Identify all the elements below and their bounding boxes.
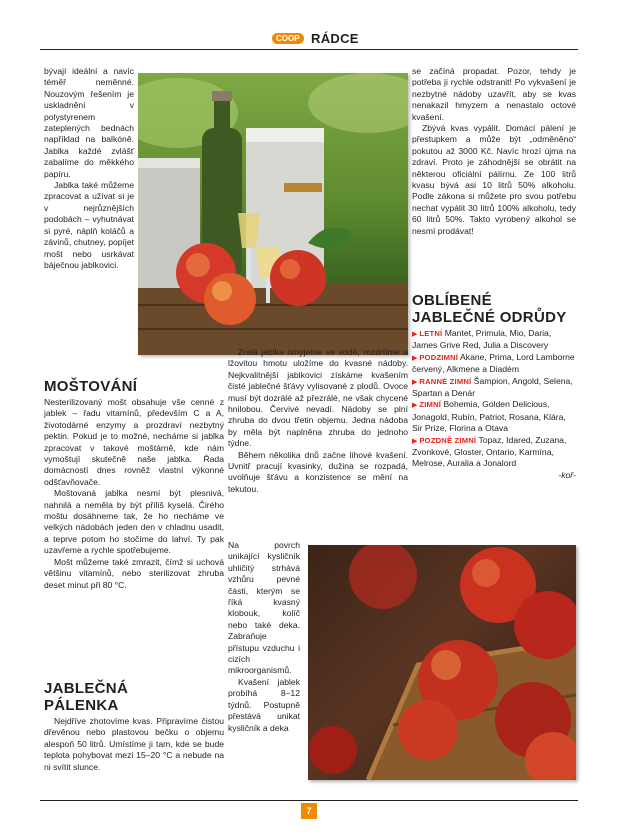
paragraph: Zralá jablka omyjeme ve vodě, rozdrtíme a lžovitou hmotu uložíme do kvasné nádoby. Nejkvalitnější jablkovici získáme kvašením čisté jablečné šťávy vylisované z plodů. Ovoce musí být dozrálé až přezrálé, ne však chycené hnilobou. Červivé nevadí. Nádoby se plní zhruba do dvou třetin objemu. Jedna nádoba by měla být naplněna zhruba do jednoho týdne. xyxy=(228,347,408,449)
paragraph: Jablka také můžeme zpracovat a užívat si je v nejrůznějších podobách – vyhutnávat si pyré, náplň koláčů a závinů, chutney, popíjet mošt nebo usrkávat báječnou jablkovici. xyxy=(44,180,134,270)
page-header xyxy=(272,30,382,48)
varieties-heading-line1: OBLÍBENÉ xyxy=(412,292,492,309)
coop-logo: COOP xyxy=(272,33,304,44)
varieties-section xyxy=(412,292,576,481)
paragraph: Během několika dnů začne lihové kvašení. Uvnitř pracují kvasinky, dužina se rozpadá, uvolňuje šťávu a konzistence se mění na tekutou. xyxy=(228,449,408,494)
paragraph: Na povrch unikající kysličník uhličitý strhává vzhůru pevné části, kterým se říká kvasný klobouk, kolíč nebo také deka. Zabraňuje přístupu vzduchu i cizích mikroorganismů. xyxy=(228,540,300,676)
paragraph: Kvašení jablek probíhá 8–12 týdnů. Postupně přestává unikat kysličník a deka xyxy=(228,676,300,733)
paragraph: bývají ideální a navíc téměř neměnné. Nouzovým řešením je uskladnění v polystyrenem zateplených bednách například na balkóně. Jablka každé zvlášť zabalíme do měkkého papíru. xyxy=(44,66,134,179)
page-number: 7 xyxy=(301,803,317,819)
mostovani-heading: MOŠTOVÁNÍ xyxy=(44,378,138,395)
triangle-bullet-icon: ▶ xyxy=(412,402,418,410)
header-rule xyxy=(40,49,578,50)
palenka-heading-line1: JABLEČNÁ xyxy=(44,680,129,697)
still-life-illustration xyxy=(138,73,408,355)
variety-group-early-winter: ▶ RANNÉ ZIMNÍ Šampion, Angold, Selena, Spartan a Denár xyxy=(412,375,573,399)
palenka-heading-line2: PÁLENKA xyxy=(44,697,119,714)
author-signature: -koř- xyxy=(558,469,576,480)
column-2-narrow-text xyxy=(228,540,300,734)
paragraph: Zbývá kvas vypálit. Domácí pálení je přestupkem a může být „odměněno“ pokutou až 3000 Kč. Navíc hrozí újma na zdraví. Proto je záhodnější se obrátit na některou oficiální pálírnu. Ze 100 litrů kvasu bývá asi 10 litrů 50% alkoholu. Podle zákona si můžete pro svou potřebu nechat vypálit 30 litrů 100% alkoholu, tedy 60 litrů 50%. Takto vyrobený alkohol se nesmí prodávat! xyxy=(412,123,576,236)
variety-group-late-winter: ▶ POZDNĚ ZIMNÍ Topaz, Idared, Zuzana, Zvonkové, Gloster, Ontario, Karmína, Melrose, Auralia a Jonalord xyxy=(412,434,567,469)
footer-rule xyxy=(40,800,578,801)
apples-illustration xyxy=(308,545,576,780)
variety-group-summer: ▶ LETNÍ Mantet, Primula, Mio, Daria, James Grive Red, Julia a Discovery xyxy=(412,328,552,351)
paragraph: Nejdříve zhotovíme kvas. Připravíme čistou dřevěnou nebo plastovou bečku o objemu alespoň 50 litrů. Umístíme ji tam, kde se bude teplota pohybovat mezi 15–20 °C a nebude na ni svítit slunce. xyxy=(44,716,224,772)
mostovani-section xyxy=(44,378,224,591)
paragraph: Mošt můžeme také zmrazit, čímž si uchová většinu vitamínů, nebo sterilizovat zhruba deset minut při 80 °C. xyxy=(44,556,224,590)
paragraph: Moštovaná jablka nesmí být plesnivá, nahnilá a neměla by být příliš kyselá. Čirého moštu dosáhneme tak, že ho necháme ve velkých nádobách jeden den v chladnu usadit, a teprve potom ho stočíme do lahví. Ty pak uzavřeme a rychle spotřebujeme. xyxy=(44,488,224,556)
triangle-bullet-icon: ▶ xyxy=(412,378,418,386)
column-1-top-text xyxy=(44,66,134,271)
triangle-bullet-icon: ▶ xyxy=(412,331,418,338)
cider-still-life-photo xyxy=(138,73,408,355)
section-title: RÁDCE xyxy=(311,31,359,47)
variety-group-winter: ▶ ZIMNÍ Bohemia, Golden Delicious, Jonagold, Rubín, Patriot, Rosana, Klára, Sir Prize, Florina a Otava xyxy=(412,399,566,434)
triangle-bullet-icon: ▶ xyxy=(412,354,418,362)
varieties-heading-line2: JABLEČNÉ ODRŮDY xyxy=(412,309,567,326)
paragraph: Nesterilizovaný mošt obsahuje vše cenné z jablek – řadu vitamínů, především C a A, životodárné enzymy a prozdraví nezbytný pektin. Pokud je to možné, necháme si jablka zpracovat v takové moštárně, kde nám vymoštují skutečně naše jablka. Řada domácností dnes rovněž vlastní výkonné odšťavňovače. xyxy=(44,397,224,487)
palenka-section xyxy=(44,680,224,773)
column-2-text xyxy=(228,347,408,495)
apples-basket-photo xyxy=(308,545,576,780)
triangle-bullet-icon: ▶ xyxy=(412,437,418,445)
paragraph: se začíná propadat. Pozor, tehdy je potřeba ji rychle odstranit! Po vykvašení je nezbytné nádoby uzavřít, aby se kvas nenakazil hmyzem a nenastalo octové kvašení. xyxy=(412,66,576,122)
variety-group-autumn: ▶ PODZIMNÍ Akane, Prima, Lord Lamborne červený, Alkmene a Diadém xyxy=(412,351,575,375)
column-3-text xyxy=(412,66,576,237)
